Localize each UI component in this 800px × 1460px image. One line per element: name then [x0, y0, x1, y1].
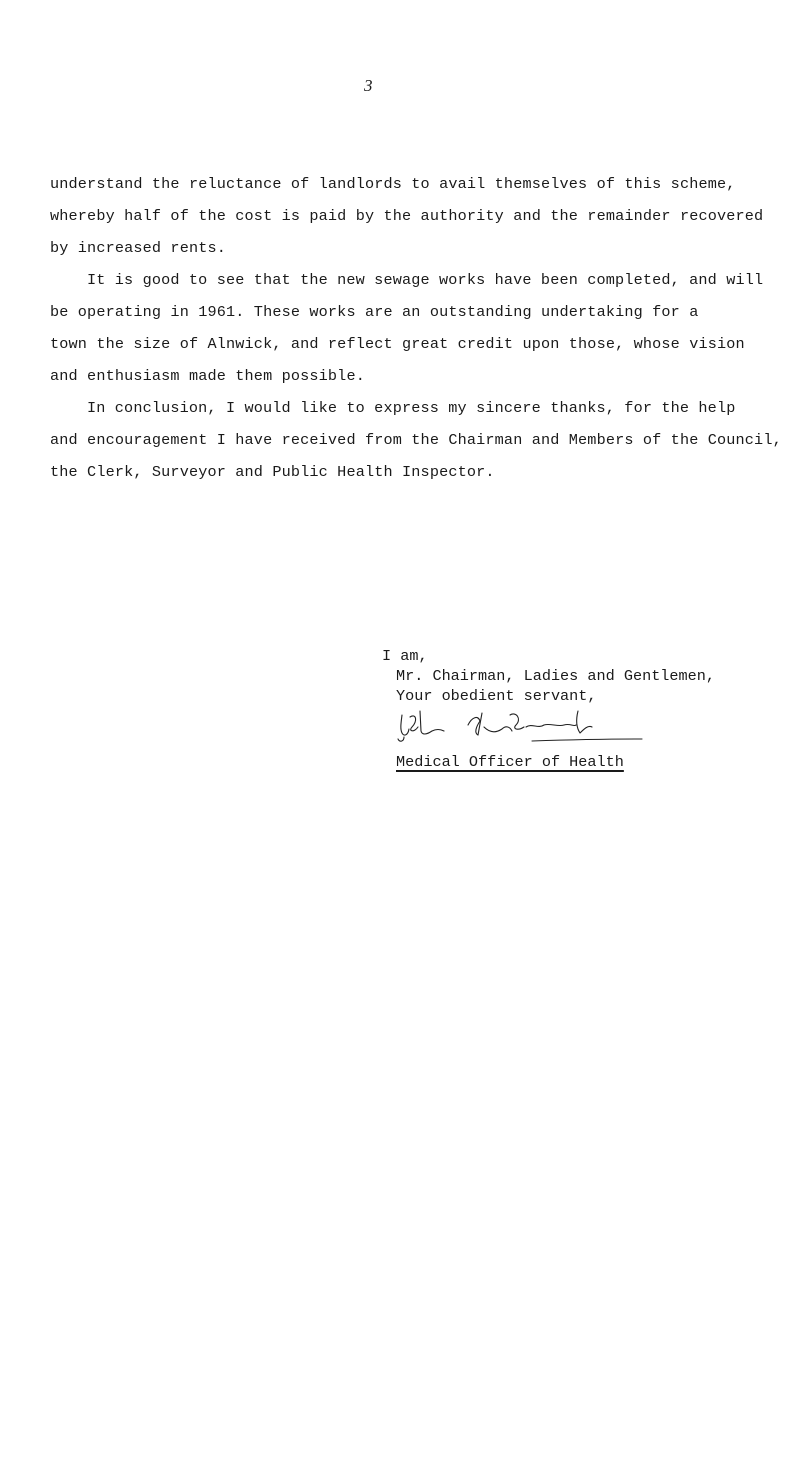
text-line: and encouragement I have received from the Chairman and Members of the Council,	[50, 431, 782, 449]
handwritten-signature	[392, 705, 692, 743]
text-line: be operating in 1961. These works are an outstanding undertaking for a	[50, 303, 699, 321]
text-line: the Clerk, Surveyor and Public Health Inspector.	[50, 463, 495, 481]
letter-closing	[382, 646, 715, 706]
closing-salutation: Mr. Chairman, Ladies and Gentlemen,	[396, 667, 715, 685]
closing-valediction: Your obedient servant,	[396, 687, 597, 705]
text-line: town the size of Alnwick, and reflect great credit upon those, whose vision	[50, 335, 745, 353]
text-line: whereby half of the cost is paid by the authority and the remainder recovered	[50, 207, 764, 225]
text-line: understand the reluctance of landlords to avail themselves of this scheme,	[50, 175, 736, 193]
text-line: and enthusiasm made them possible.	[50, 367, 365, 385]
closing-line: I am,	[382, 647, 428, 665]
page-number: 3	[364, 76, 373, 95]
paragraph-sewage-works	[50, 264, 765, 392]
text-line: It is good to see that the new sewage works have been completed, and will	[87, 271, 764, 289]
text-line: by increased rents.	[50, 239, 227, 257]
letter-body	[50, 168, 782, 488]
paragraph-conclusion	[50, 392, 782, 488]
text-line: In conclusion, I would like to express my sincere thanks, for the help	[87, 399, 736, 417]
signatory-title: Medical Officer of Health	[396, 753, 624, 771]
paragraph-landlords	[50, 168, 765, 264]
